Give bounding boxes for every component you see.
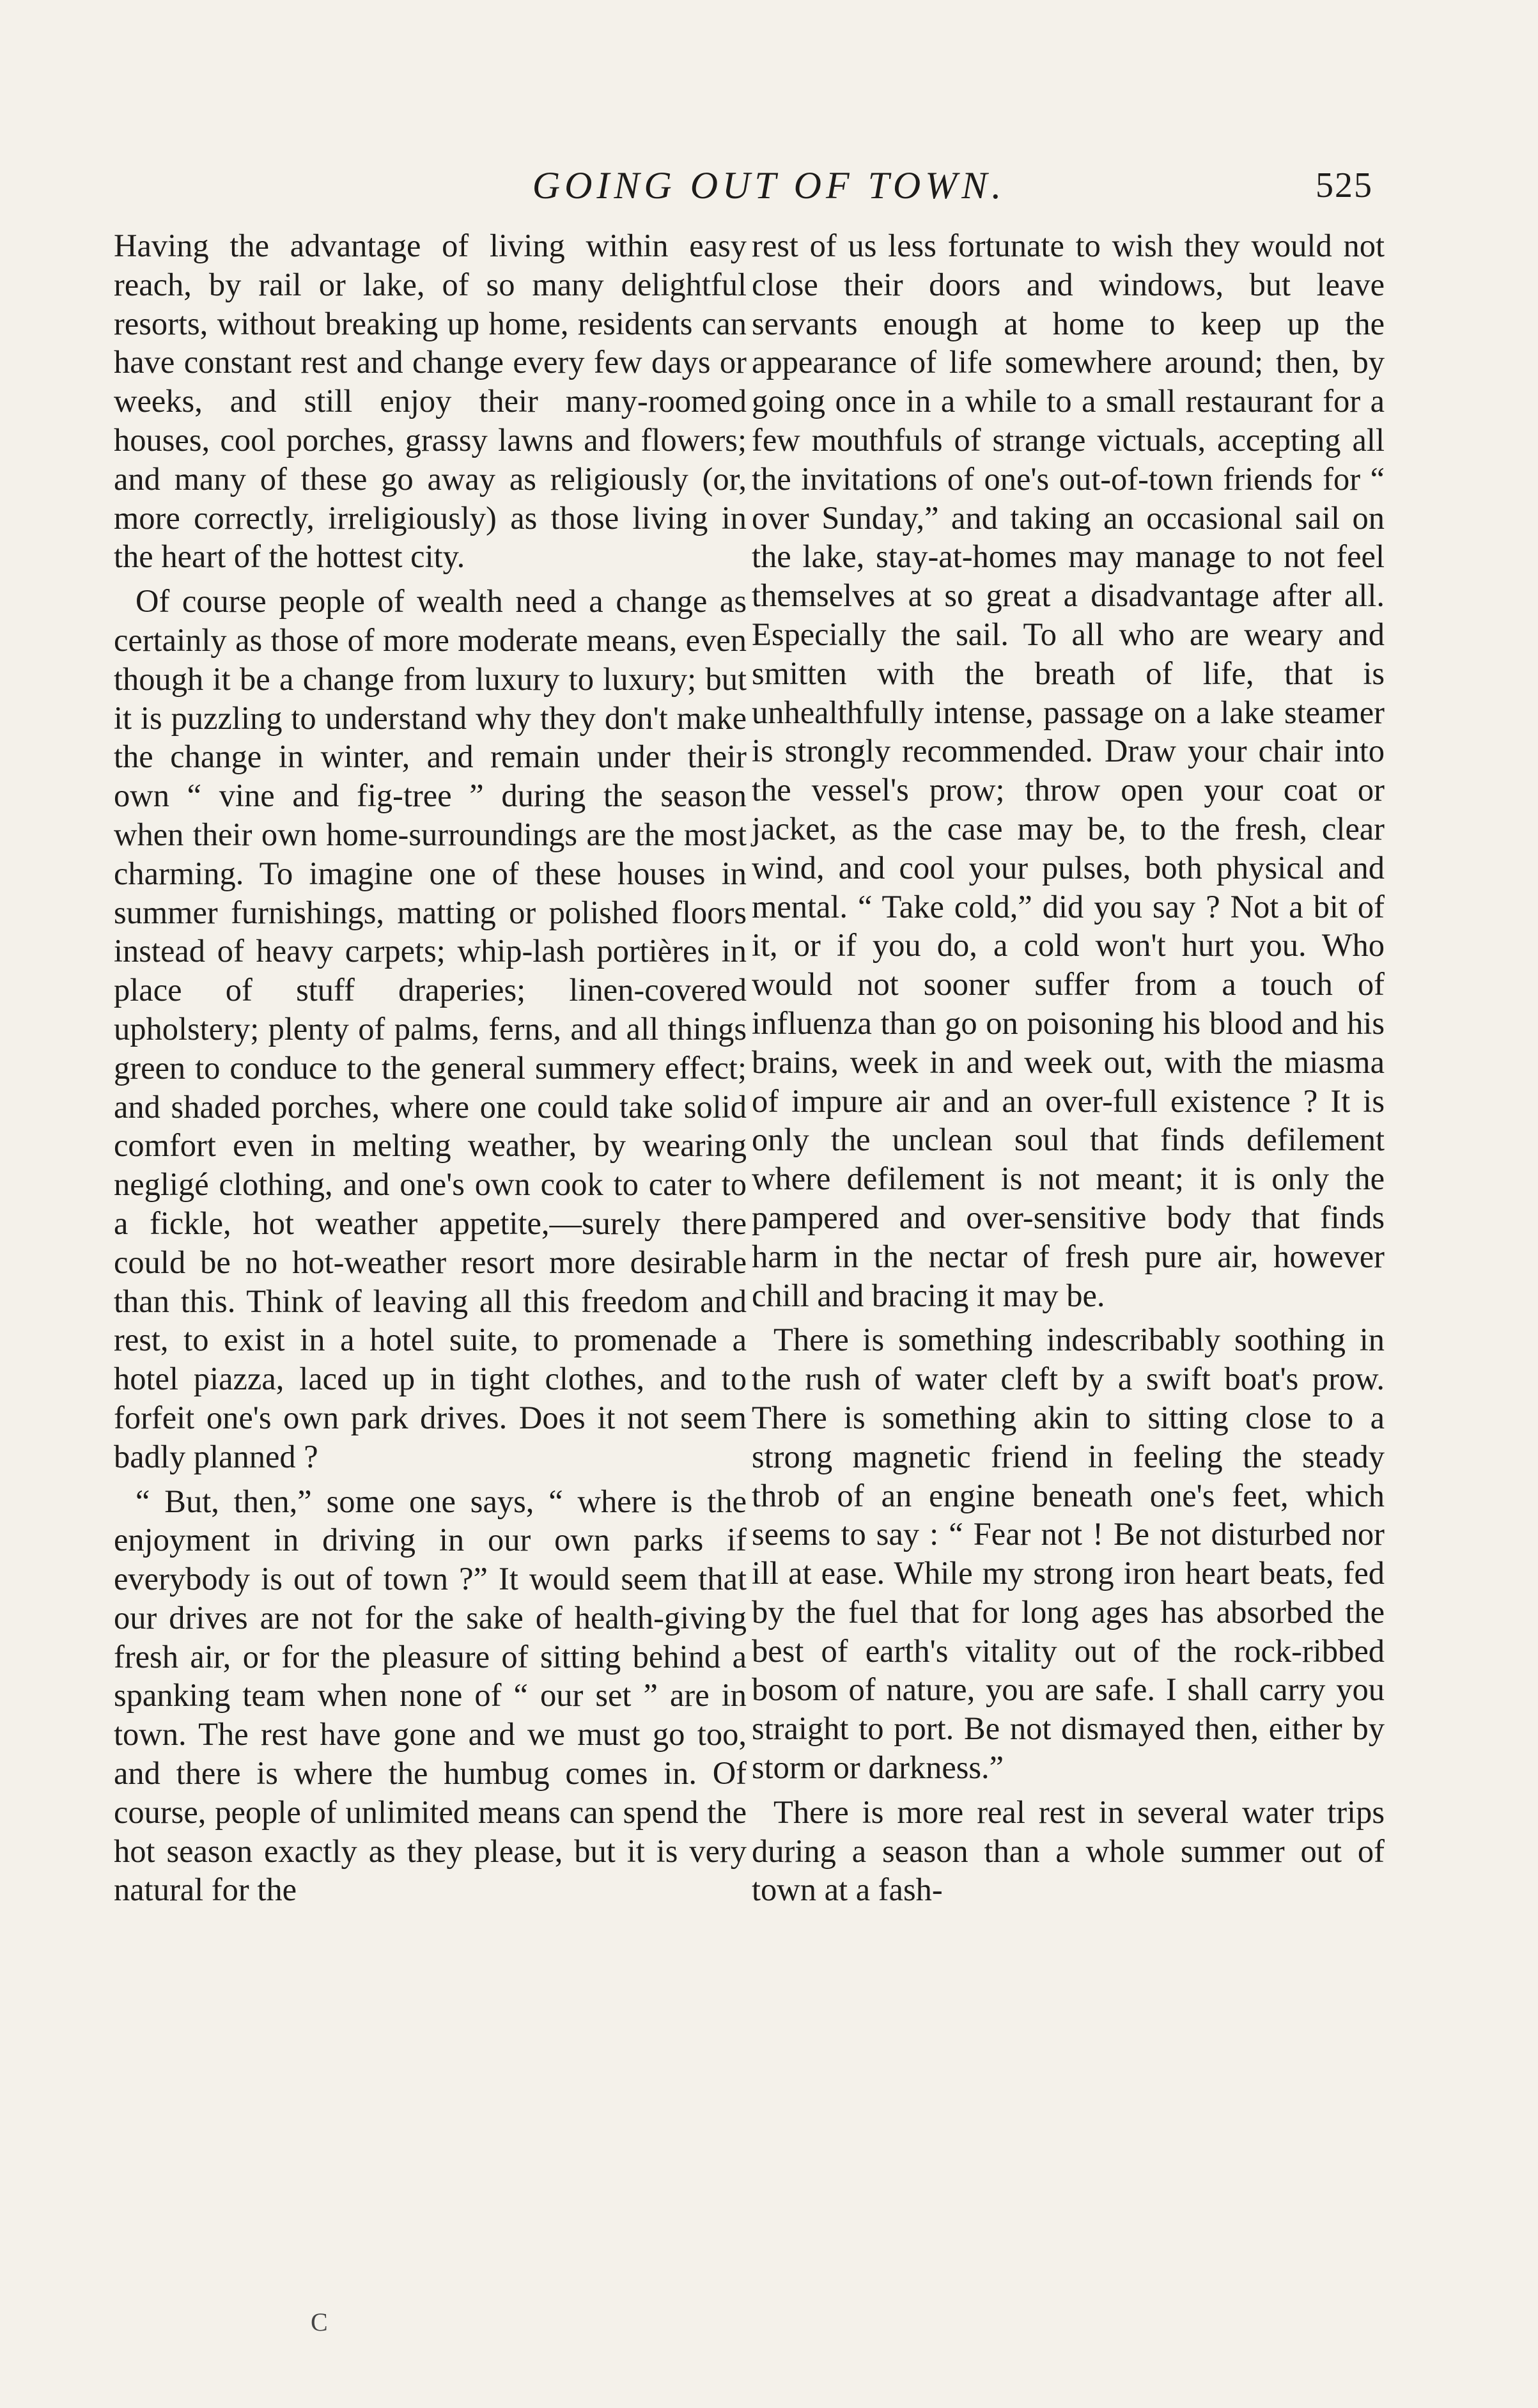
signature-mark: C [311,2308,328,2336]
paragraph-residents: Having the advantage of living within easy reach, by rail or lake, of so many delightful resorts, without breaking up home, residents can have constant rest and change every few days or weeks, and still enjoy their many-roomed houses, cool porches, grassy lawns and flowers; and many of these go away as religiously (or, more correctly, irreligiously) as those living in the heart of the hottest city. [114,228,747,575]
page-number: 525 [1316,166,1373,205]
paragraph-something-soothing: There is something indescribably soothing in the rush of water cleft by a swift boat's prow. There is something akin to sitting close to a strong magnetic friend in feeling the steady throb of an engine beneath one's feet, which seems to say : “ Fear not ! Be not disturbed nor ill at ease. While my strong iron heart beats, fed by the fuel that for long ages has absorbed the best of earth's vitality out of the rock-ribbed bosom of nature, you are safe. I shall carry you straight to port. Be not dismayed then, either by storm or darkness.” [752,1322,1385,1786]
paragraph-rest-of-us: rest of us less fortunate to wish they would not close their doors and windows, but leave servants enough at home to keep up the appearance of life somewhere around; then, by going once in a while to a small restaurant for a few mouthfuls of strange victuals, accepting all the invitations of one's out-of-town friends for “ over Sunday,” and taking an occasional sail on the lake, stay-at-homes may manage to not feel themselves at so great a disadvantage after all. Especially the sail. To all who are weary and smitten with the breath of life, that is unhealthfully intense, passage on a lake steamer is strongly recommended. Draw your chair into the vessel's prow; throw open your coat or jacket, as the case may be, to the fresh, clear wind, and cool your pulses, both physical and mental. “ Take cold,” did you say ? Not a bit of it, or if you do, a cold won't hurt you. Who would not sooner suffer from a touch of influenza than go on poisoning his blood and his brains, week in and week out, with the miasma of impure air and an over-full existence ? It is only the unclean soul that finds defilement where defilement is not meant; it is only the pampered and over-sensitive body that finds harm in the nectar of fresh pure air, however chill and bracing it may be. [752,228,1385,1313]
paragraph-real-rest: There is more real rest in several water trips during a season than a whole summer out of town at a fash- [752,1794,1385,1908]
paragraph-people-of-wealth: Of course people of wealth need a change as certainly as those of more moderate means, even though it be a change from luxury to luxury; but it is puzzling to understand why they don't make the change in winter, and remain under their own “ vine and fig-tree ” during the season when their own home-surroundings are the most charming. To imagine one of these houses in summer furnishings, matting or polished floors instead of heavy carpets; whip-lash portières in place of stuff draperies; linen-covered upholstery; plenty of palms, ferns, and all things green to conduce to the general summery effect; and shaded porches, where one could take solid comfort even in melting weather, by wearing negligé clothing, and one's own cook to cater to a fickle, hot weather appetite,—surely there could be no hot-weather resort more desirable than this. Think of leaving all this freedom and rest, to exist in a hotel suite, to promenade a hotel piazza, laced up in tight clothes, and to forfeit one's own park drives. Does it not seem badly planned ? [114,583,747,1474]
left-column [114,226,747,1909]
right-column [752,226,1385,1909]
running-title: GOING OUT OF TOWN. [532,164,1006,207]
running-head [0,160,1538,211]
paragraph-but-then: “ But, then,” some one says, “ where is the enjoyment in driving in our own parks if everybody is out of town ?” It would seem that our drives are not for the sake of health-giving fresh air, or for the pleasure of sitting behind a spanking team when none of “ our set ” are in town. The rest have gone and we must go too, and there is where the humbug comes in. Of course, people of unlimited means can spend the hot season exactly as they please, but it is very natural for the [114,1483,747,1908]
